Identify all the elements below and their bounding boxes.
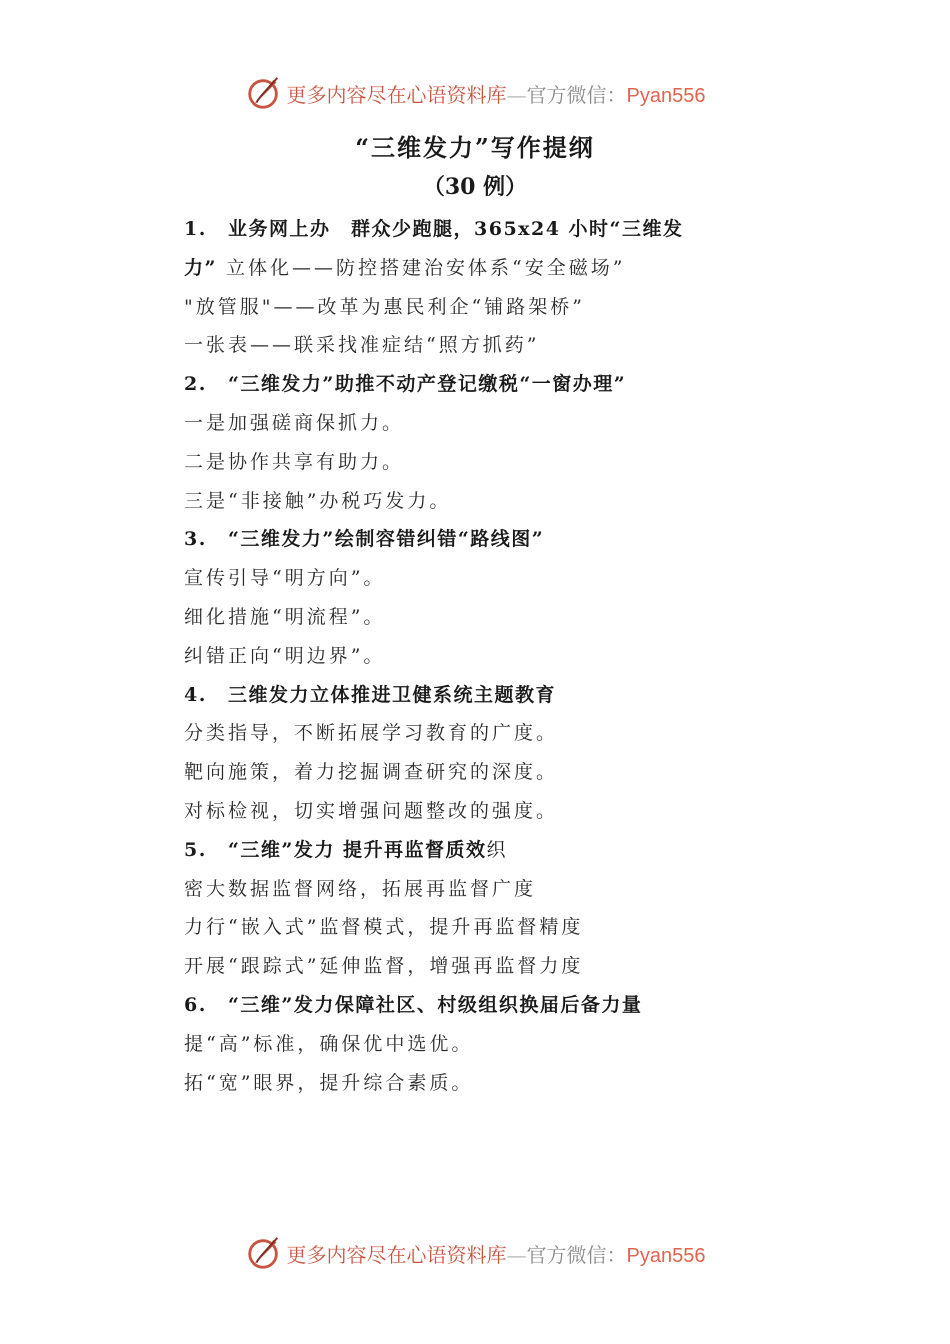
document-title: “三维发力”写作提纲 <box>355 133 595 162</box>
section-heading: 6. “三维”发力保障社区、村级组织换届后备力量 <box>184 993 643 1016</box>
document-subtitle: （30 例） <box>422 174 528 200</box>
list-item: 靶向施策，着力挖掘调查研究的深度。 <box>184 761 559 784</box>
list-item: 对标检视，切实增强问题整改的强度。 <box>184 799 559 822</box>
list-item: 一是加强磋商保抓力。 <box>184 411 405 434</box>
list-item: 宣传引导“明方向”。 <box>184 567 386 590</box>
bottom-watermark-banner <box>0 1228 950 1278</box>
list-item: 细化措施“明流程”。 <box>184 605 386 628</box>
list-item: 开展“跟踪式”延伸监督，增强再监督力度 <box>184 955 584 978</box>
watermark-text: 更多内容尽在心语资料库—官方微信：Pyan556 <box>286 1242 706 1267</box>
list-item: "放管服"——改革为惠民利企“铺路架桥” <box>184 295 585 318</box>
list-item: 分类指导，不断拓展学习教育的广度。 <box>184 722 559 745</box>
quill-logo-icon <box>245 74 283 112</box>
quill-logo-icon <box>245 1234 283 1272</box>
section-heading: 2. “三维发力”助推不动产登记缴税“一窗办理” <box>184 373 627 396</box>
section-heading: 3. “三维发力”绘制容错纠错“路线图” <box>184 528 545 551</box>
outline-content <box>184 210 744 1102</box>
list-item: 一张表——联采找准症结“照方抓药” <box>184 334 540 357</box>
list-item: 三是“非接触”办税巧发力。 <box>184 489 452 512</box>
list-item: 纠错正向“明边界”。 <box>184 644 386 667</box>
section-heading: 5. “三维”发力 提升再监督质效织 <box>184 838 507 861</box>
watermark-text: 更多内容尽在心语资料库—官方微信：Pyan556 <box>286 82 706 107</box>
section-heading: 1. 业务网上办 群众少跑腿，365x24 小时“三维发 <box>184 218 684 240</box>
list-item: 力行“嵌入式”监督模式，提升再监督精度 <box>184 916 584 939</box>
list-item: 拓“宽”眼界，提升综合素质。 <box>184 1071 474 1094</box>
list-item: 提“高”标准，确保优中选优。 <box>184 1032 474 1055</box>
list-item: 二是协作共享有助力。 <box>184 450 405 473</box>
list-item: 密大数据监督网络，拓展再监督广度 <box>184 877 537 900</box>
top-watermark-banner <box>0 68 950 118</box>
section-heading-continuation: 力” 立体化——防控搭建治安体系“安全磁场” <box>184 256 626 279</box>
section-heading: 4. 三维发力立体推进卫健系统主题教育 <box>184 683 557 706</box>
